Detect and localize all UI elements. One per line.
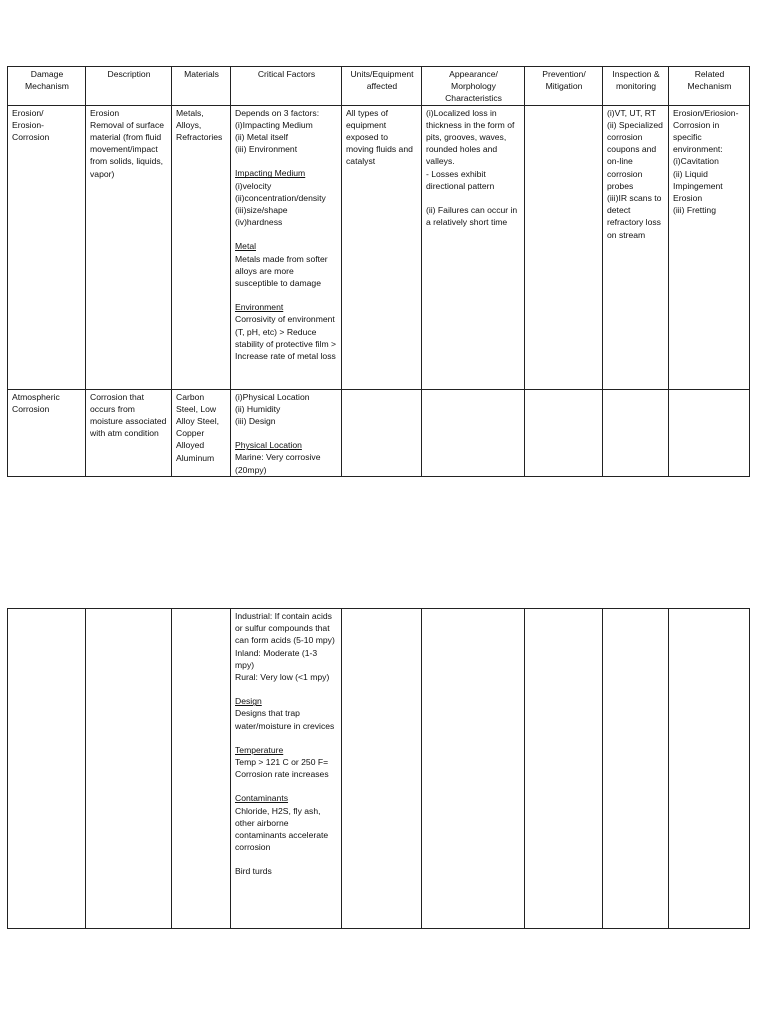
cell-inspection xyxy=(603,609,669,929)
cell-units: All types of equipment exposed to moving fluids and catalyst xyxy=(342,105,422,389)
table-row-atmospheric xyxy=(8,389,750,476)
cell-appearance xyxy=(422,105,525,389)
cell-prevention xyxy=(525,105,603,389)
cell-mechanism: Erosion/ Erosion- Corrosion xyxy=(8,105,86,389)
contaminants-heading: Contaminants xyxy=(235,793,289,804)
design-text: Designs that trap water/moisture in crevices xyxy=(235,708,335,731)
cell-related xyxy=(669,609,750,929)
header-row xyxy=(8,67,750,106)
impacting-medium-text: (i)velocity (ii)concentration/density (iii)size/shape (iv)hardness xyxy=(235,180,326,228)
cell-appearance xyxy=(422,609,525,929)
cell-mechanism: Atmospheric Corrosion xyxy=(8,389,86,476)
cell-prevention xyxy=(525,609,603,929)
header-related-mechanism: Related Mechanism xyxy=(669,67,750,106)
cell-description: Corrosion that occurs from moisture associated with atm condition xyxy=(86,389,172,476)
temperature-text: Temp > 121 C or 250 F= Corrosion rate increases xyxy=(235,757,329,780)
cell-description xyxy=(86,609,172,929)
cell-related: Erosion/Eriosion-Corrosion in specific environment: (i)Cavitation (ii) Liquid Impingement Erosion (iii) Fretting xyxy=(669,105,750,389)
design-heading: Design xyxy=(235,696,262,707)
table-row-erosion xyxy=(8,105,750,389)
header-units-equipment: Units/Equipment affected xyxy=(342,67,422,106)
temperature-heading: Temperature xyxy=(235,744,284,755)
physical-location-continued: Industrial: If contain acids or sulfur compounds that can form acids (5-10 mpy) Inland: Moderate (1-3 mpy) Rural: Very low (<1 mpy) xyxy=(235,611,335,683)
critical-intro: (i)Physical Location (ii) Humidity (iii) Design xyxy=(235,391,310,427)
appearance-text-a: (i)Localized loss in thickness in the form of pits, grooves, waves, rounded holes and valleys. - Losses exhibit directional pattern xyxy=(426,107,515,191)
physical-location-heading: Physical Location xyxy=(235,440,302,451)
damage-mechanism-table xyxy=(7,66,750,477)
physical-location-text: Marine: Very corrosive (20mpy) xyxy=(235,452,321,475)
header-damage-mechanism: Damage Mechanism xyxy=(8,67,86,106)
cell-description: Erosion Removal of surface material (from fluid movement/impact from solids, liquids, vapor) xyxy=(86,105,172,389)
cell-units xyxy=(342,389,422,476)
appearance-text-b: (ii) Failures can occur in a relatively short time xyxy=(426,205,518,228)
metal-heading: Metal xyxy=(235,241,257,252)
cell-units xyxy=(342,609,422,929)
table-row-atmospheric-continued xyxy=(8,609,750,929)
cell-critical-factors xyxy=(231,389,342,476)
continuation-table xyxy=(7,608,750,929)
cell-critical-factors xyxy=(231,609,342,929)
impacting-medium-heading: Impacting Medium xyxy=(235,168,306,179)
bird-text: Bird turds xyxy=(235,866,272,877)
cell-critical-factors xyxy=(231,105,342,389)
header-critical-factors: Critical Factors xyxy=(231,67,342,106)
header-description: Description xyxy=(86,67,172,106)
header-materials: Materials xyxy=(172,67,231,106)
header-inspection: Inspection & monitoring xyxy=(603,67,669,106)
metal-text: Metals made from softer alloys are more susceptible to damage xyxy=(235,253,328,289)
contaminants-text: Chloride, H2S, fly ash, other airborne contaminants accelerate corrosion xyxy=(235,805,329,853)
cell-inspection xyxy=(603,389,669,476)
cell-materials xyxy=(172,609,231,929)
cell-mechanism xyxy=(8,609,86,929)
cell-materials: Carbon Steel, Low Alloy Steel, Copper Alloyed Aluminum xyxy=(172,389,231,476)
header-prevention: Prevention/ Mitigation xyxy=(525,67,603,106)
cell-related xyxy=(669,389,750,476)
header-appearance: Appearance/ Morphology Characteristics xyxy=(422,67,525,106)
cell-materials: Metals, Alloys, Refractories xyxy=(172,105,231,389)
cell-appearance xyxy=(422,389,525,476)
cell-prevention xyxy=(525,389,603,476)
critical-intro: Depends on 3 factors: (i)Impacting Medium (ii) Metal itself (iii) Environment xyxy=(235,107,320,155)
cell-inspection: (i)VT, UT, RT (ii) Specialized corrosion coupons and on-line corrosion probes (iii)IR scans to detect refractory loss on stream xyxy=(603,105,669,389)
environment-text: Corrosivity of environment (T, pH, etc) > Reduce stability of protective film > Increase rate of metal loss xyxy=(235,314,337,362)
environment-heading: Environment xyxy=(235,302,284,313)
